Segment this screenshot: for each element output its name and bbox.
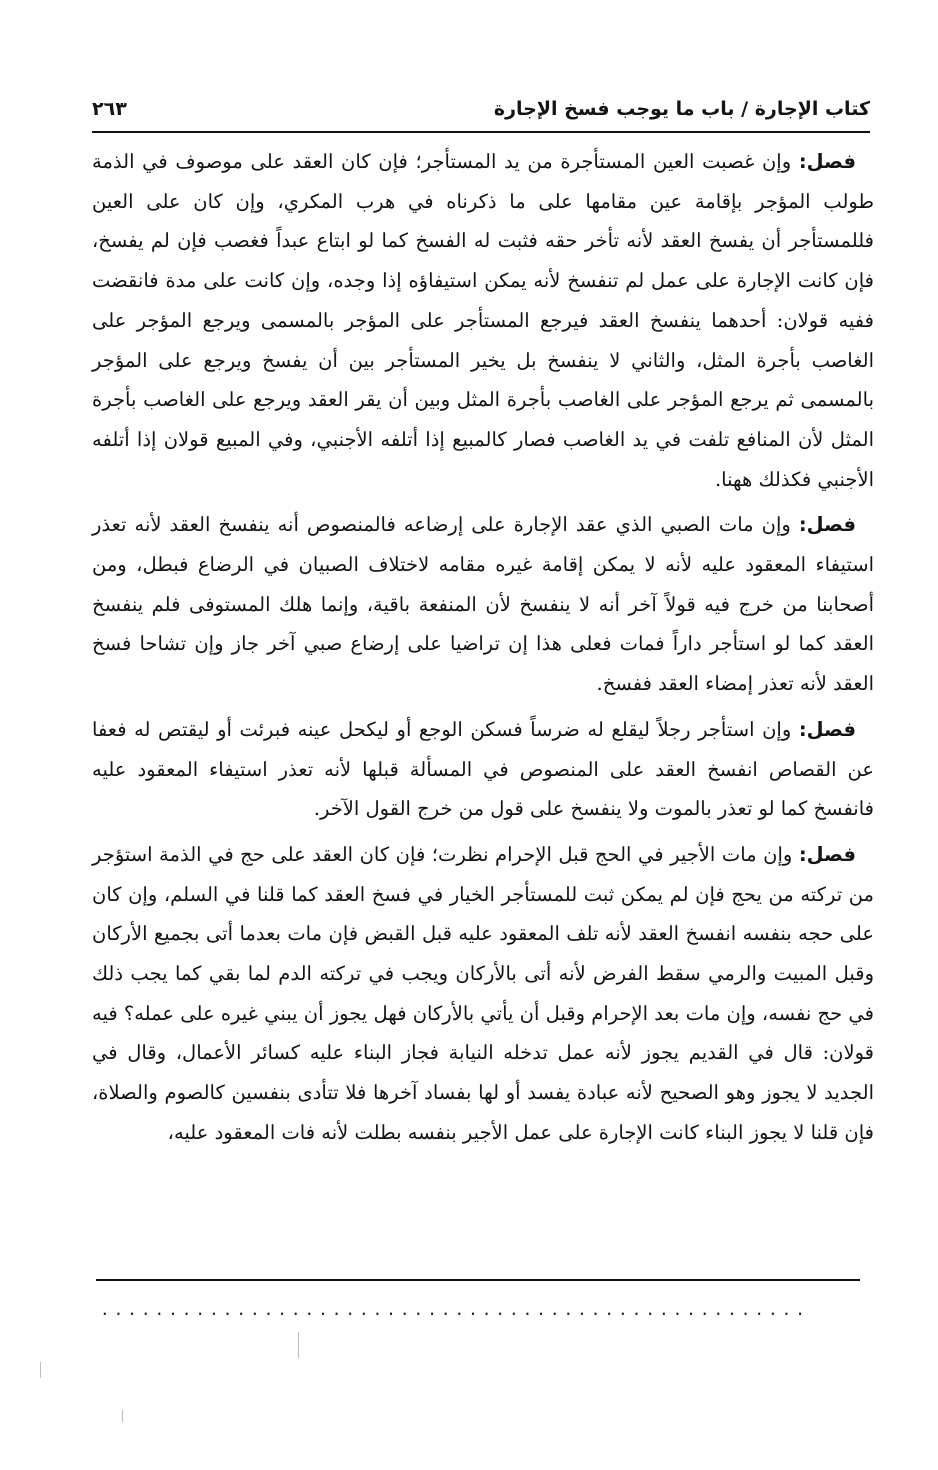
section-label: فصل:: [798, 842, 856, 866]
running-head: [92, 92, 870, 126]
chapter-title: كتاب الإجارة / باب ما يوجب فسخ الإجارة: [493, 98, 870, 120]
paragraph-sabi: [92, 505, 874, 704]
header-rule: [92, 131, 870, 133]
scan-speck: [122, 1410, 123, 1422]
paragraph-text: وإن استأجر رجلاً ليقلع له ضرساً فسكن الوجع أو ليكحل عينه فبرئت أو ليقتص له فعفا عن القصاص انفسخ العقد على المنصوص في المسألة قبلها لأنه تعذر استيفاء المعقود عليه فانفسخ كما لو تعذر بالموت ولا ينفسخ على قول من خرج القول الآخر.: [92, 717, 874, 821]
section-label: فصل:: [798, 150, 857, 173]
section-label: فصل:: [798, 513, 857, 537]
dotted-line: ....................................................: [100, 1300, 809, 1319]
paragraph-ghasb: [92, 142, 874, 499]
section-label: فصل:: [798, 717, 857, 741]
footnote-rule: [96, 1279, 860, 1281]
paragraph-hajj: [92, 835, 874, 1153]
scan-speck: [298, 1332, 299, 1358]
paragraph-text: وإن مات الأجير في الحج قبل الإحرام نظرت؛ فإن كان العقد على حج في الذمة استؤجر من تركته من يحج فإن لم يمكن ثبت للمستأجر الخيار في فسخ العقد كما قلنا في السلم، وإن كان على حجه بنفسه انفسخ العقد لأنه تلف المعقود عليه قبل القبض فإن مات بعدما أتى بجميع الأركان وقبل المبيت والرمي سقط الفرض لأنه أتى بالأركان ويجب في تركته الدم لما بقي كما يجب ذلك في حج نفسه، وإن مات بعد الإحرام وقبل أن يأتي بالأركان فهل يجوز أن يبني غيره على عمله؟ فيه قولان: قال في القديم يجوز لأنه عمل تدخله النيابة فجاز البناء عليه كسائر الأعمال، وقال في الجديد لا يجوز وهو الصحيح لأنه عبادة يفسد أو لها بفساد آخرها فلا تتأدى بنفسين كالصوم والصلاة، فإن قلنا لا يجوز البناء كانت الإجارة على عمل الأجير بنفسه بطلت لأنه فات المعقود عليه،: [92, 842, 875, 1144]
paragraph-text: وإن غصبت العين المستأجرة من يد المستأجر؛ فإن كان العقد على موصوف في الذمة طولب المؤجر بإقامة عين مقامها على ما ذكرناه في هرب المكري، وإن كان على العين فللمستأجر أن يفسخ العقد لأنه تأخر حقه فثبت له الفسخ كما لو ابتاع عبداً فغصب فإن لم يفسخ، فإن كانت الإجارة على عمل لم تنفسخ لأنه يمكن استيفاؤه إذا وجده، وإن كانت على مدة فانقضت ففيه قولان: أحدهما ينفسخ العقد فيرجع المستأجر على المؤجر بالمسمى ويرجع المؤجر على الغاصب بأجرة المثل، والثاني لا ينفسخ بل يخير المستأجر بين أن يفسخ ويرجع على المؤجر بالمسمى ثم يرجع المؤجر على الغاصب بأجرة المثل وبين أن يقر العقد ويرجع على الغاصب بأجرة المثل لأن المنافع تلفت في يد الغاصب فصار كالمبيع إذا أتلفه الأجنبي، وفي المبيع قولان إذا أتلفه الأجنبي فكذلك ههنا.: [92, 150, 874, 491]
scan-speck: [40, 1362, 41, 1378]
body-text: [92, 142, 874, 1153]
paragraph-dirs: [92, 710, 874, 829]
paragraph-text: وإن مات الصبي الذي عقد الإجارة على إرضاعه فالمنصوص أنه ينفسخ العقد لأنه تعذر استيفاء المعقود عليه لأنه لا يمكن إقامة غيره مقامه لاختلاف الصبيان في الرضاع فبطل، ومن أصحابنا من خرج فيه قولاً آخر أنه لا ينفسخ لأن المنفعة باقية، وإنما هلك المستوفى فلم ينفسخ العقد كما لو استأجر داراً فمات فعلى هذا إن تراضيا على إرضاع صبي آخر جاز وإن تشاحا فسخ العقد لأنه تعذر إمضاء العقد ففسخ.: [92, 513, 874, 696]
page-number: ٢٦٣: [92, 98, 127, 120]
